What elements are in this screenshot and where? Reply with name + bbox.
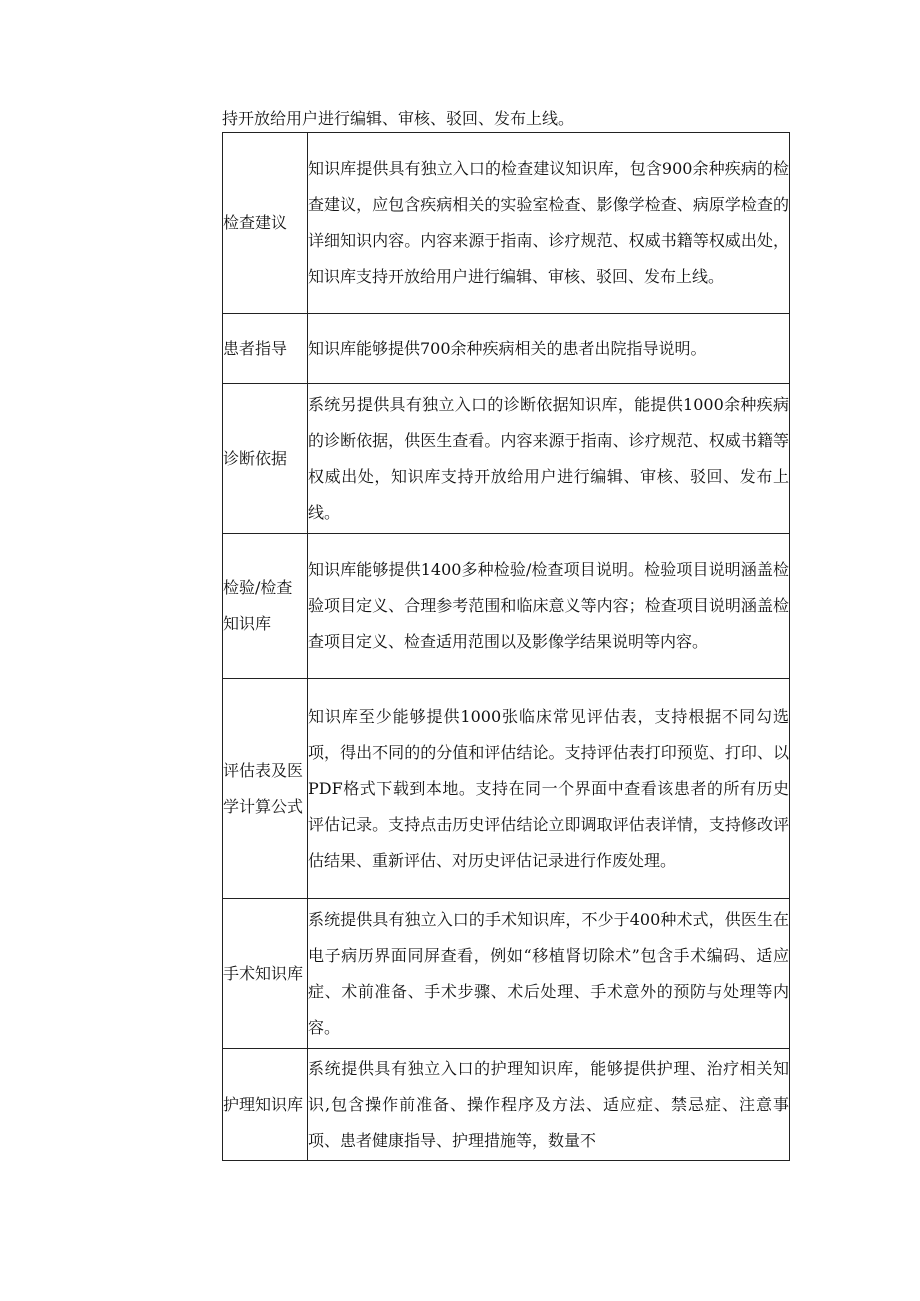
table-row — [223, 899, 790, 1049]
table-row — [223, 384, 790, 534]
row-label-exam-advice: 检查建议 — [223, 133, 308, 314]
row-description-exam-advice: 知识库提供具有独立入口的检查建议知识库，包含900余种疾病的检查建议，应包含疾病相关的实验室检查、影像学检查、病原学检查的详细知识内容。内容来源于指南、诊疗规范、权威书籍等权威出处，知识库支持开放给用户进行编辑、审核、驳回、发布上线。 — [308, 133, 790, 314]
continuation-text: 持开放给用户进行编辑、审核、驳回、发布上线。 — [222, 109, 575, 128]
row-description-diagnosis-basis: 系统另提供具有独立入口的诊断依据知识库，能提供1000余种疾病的诊断依据，供医生查看。内容来源于指南、诊疗规范、权威书籍等权威出处，知识库支持开放给用户进行编辑、审核、驳回、发布上线。 — [308, 384, 790, 534]
row-label-lab-exam-kb: 检验/检查知识库 — [223, 534, 308, 679]
row-description-nursing-kb: 系统提供具有独立入口的护理知识库，能够提供护理、治疗相关知识,包含操作前准备、操作程序及方法、适应症、禁忌症、注意事项、患者健康指导、护理措施等，数量不 — [308, 1049, 790, 1161]
knowledge-base-table — [222, 132, 790, 1161]
row-description-assessment-formula: 知识库至少能够提供1000张临床常见评估表，支持根据不同勾选项，得出不同的的分值和评估结论。支持评估表打印预览、打印、以PDF格式下载到本地。支持在同一个界面中查看该患者的所有历史评估记录。支持点击历史评估结论立即调取评估表详情，支持修改评估结果、重新评估、对历史评估记录进行作废处理。 — [308, 679, 790, 899]
row-label-surgery-kb: 手术知识库 — [223, 899, 308, 1049]
row-label-nursing-kb: 护理知识库 — [223, 1049, 308, 1161]
table-row — [223, 534, 790, 679]
table-row — [223, 133, 790, 314]
row-description-lab-exam-kb: 知识库能够提供1400多种检验/检查项目说明。检验项目说明涵盖检验项目定义、合理参考范围和临床意义等内容；检查项目说明涵盖检查项目定义、检查适用范围以及影像学结果说明等内容。 — [308, 534, 790, 679]
table-row — [223, 1049, 790, 1161]
row-label-patient-guidance: 患者指导 — [223, 314, 308, 384]
row-description-surgery-kb: 系统提供具有独立入口的手术知识库，不少于400种术式，供医生在电子病历界面同屏查看，例如“移植肾切除术”包含手术编码、适应症、术前准备、手术步骤、术后处理、手术意外的预防与处理等内容。 — [308, 899, 790, 1049]
row-description-patient-guidance: 知识库能够提供700余种疾病相关的患者出院指导说明。 — [308, 314, 790, 384]
table-row — [223, 679, 790, 899]
row-label-diagnosis-basis: 诊断依据 — [223, 384, 308, 534]
row-label-assessment-formula: 评估表及医学计算公式 — [223, 679, 308, 899]
table-row — [223, 314, 790, 384]
